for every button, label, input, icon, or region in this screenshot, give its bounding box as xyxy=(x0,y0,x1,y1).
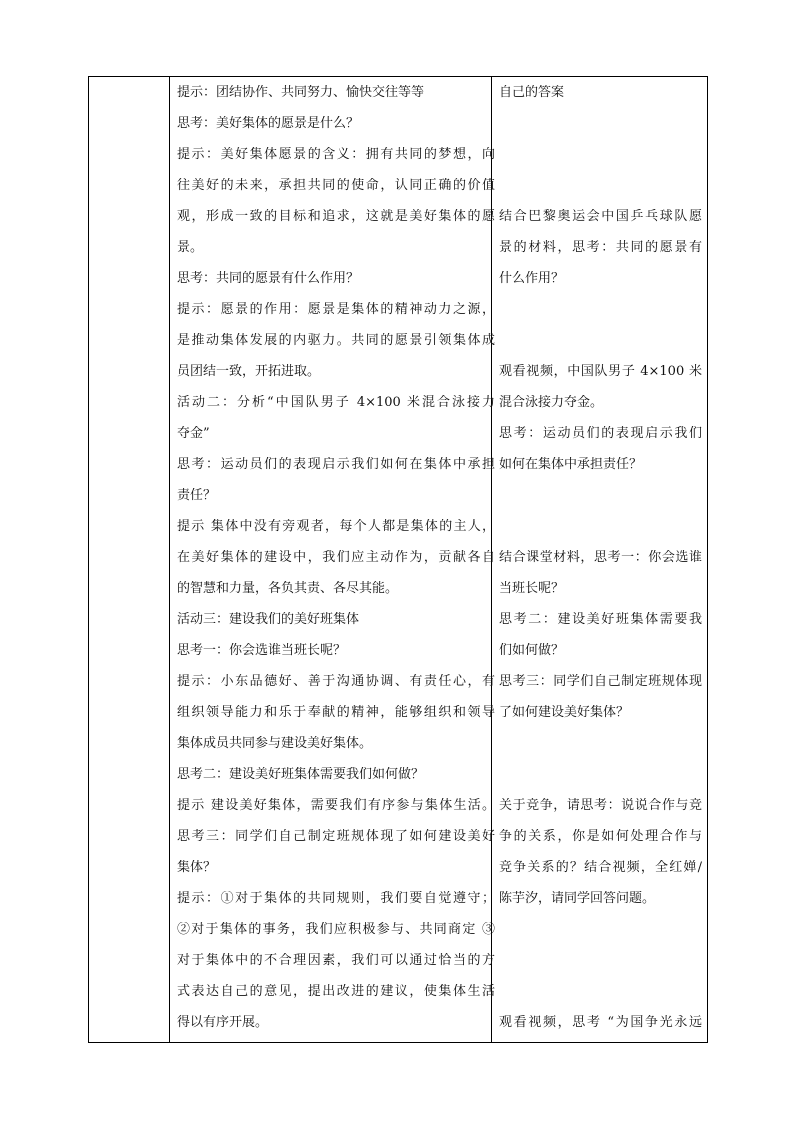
activity-line: 陈芋汐，请同学回答问题。 xyxy=(499,891,656,906)
content-line: 在美好集体的建设中，我们应主动作为，贡献各自 xyxy=(177,550,495,565)
activity-line: 了如何建设美好集体？ xyxy=(499,705,630,720)
activity-line: 混合泳接力夺金。 xyxy=(499,395,604,410)
content-line: 提示：愿景的作用：愿景是集体的精神动力之源， xyxy=(177,302,495,317)
activity-line: 争的关系，你是如何处理合作与 xyxy=(499,829,702,844)
activity-line: 自己的答案 xyxy=(499,85,565,100)
activity-line: 观看视频，中国队男子 4×100 米 xyxy=(499,364,702,379)
content-line: 提示：小东品德好、善于沟通协调、有责任心，有 xyxy=(177,674,495,689)
activity-line: 观看视频，思考 “为国争光永远 xyxy=(499,1015,702,1030)
content-line: 思考二：建设美好班集体需要我们如何做？ xyxy=(177,767,425,782)
activity-line: 竞争关系的？结合视频，全红婵/ xyxy=(499,860,702,875)
activity-line: 们如何做？ xyxy=(499,643,565,658)
content-line: 提示：①对于集体的共同规则，我们要自觉遵守； xyxy=(177,891,495,906)
content-line: 观，形成一致的目标和追求，这就是美好集体的愿 xyxy=(177,209,495,224)
content-line: 夺金” xyxy=(177,426,210,441)
content-line: 思考一：你会选谁当班长呢？ xyxy=(177,643,347,658)
content-line: 的智慧和力量，各负其责、各尽其能。 xyxy=(177,581,399,596)
content-line: ②对于集体的事务，我们应积极参与、共同商定 ③ xyxy=(177,922,495,937)
content-line: 对于集体中的不合理因素，我们可以通过恰当的方 xyxy=(177,953,495,968)
content-line: 活动二：分析“中国队男子 4×100 米混合泳接力 xyxy=(177,395,495,410)
content-line: 提示 建设美好集体，需要我们有序参与集体生活。 xyxy=(177,798,495,813)
activity-line: 结合巴黎奥运会中国乒乓球队愿 xyxy=(499,209,702,224)
content-line: 员团结一致，开拓进取。 xyxy=(177,364,321,379)
content-line: 景。 xyxy=(177,240,204,255)
activity-line: 思考二：建设美好班集体需要我 xyxy=(499,612,702,627)
content-line: 组织领导能力和乐于奉献的精神，能够组织和领导 xyxy=(177,705,495,720)
activity-line: 景的材料，思考：共同的愿景有 xyxy=(499,240,702,255)
content-line: 集体？ xyxy=(177,860,217,875)
activity-line: 结合课堂材料，思考一：你会选谁 xyxy=(499,550,702,565)
content-line: 活动三：建设我们的美好班集体 xyxy=(177,612,360,627)
activity-line: 什么作用？ xyxy=(499,271,565,286)
content-line: 思考：运动员们的表现启示我们如何在集体中承担 xyxy=(177,457,495,472)
content-line: 得以有序开展。 xyxy=(177,1015,269,1030)
content-line: 提示：美好集体愿景的含义：拥有共同的梦想，向 xyxy=(177,147,495,162)
content-line: 集体成员共同参与建设美好集体。 xyxy=(177,736,373,751)
activity-line: 关于竞争，请思考：说说合作与竞 xyxy=(499,798,702,813)
content-line: 往美好的未来，承担共同的使命，认同正确的价值 xyxy=(177,178,495,193)
activity-line: 思考：运动员们的表现启示我们 xyxy=(499,426,702,441)
activity-line: 思考三：同学们自己制定班规体现 xyxy=(499,674,702,689)
activity-line: 当班长呢？ xyxy=(499,581,565,596)
column-divider-1 xyxy=(169,77,170,1042)
content-line: 式表达自己的意见，提出改进的建议，使集体生活 xyxy=(177,984,495,999)
content-line: 责任？ xyxy=(177,488,217,503)
content-line: 提示：团结协作、共同努力、愉快交往等等 xyxy=(177,85,425,100)
content-line: 思考三：同学们自己制定班规体现了如何建设美好 xyxy=(177,829,495,844)
content-line: 思考：美好集体的愿景是什么？ xyxy=(177,116,360,131)
content-line: 思考：共同的愿景有什么作用？ xyxy=(177,271,360,286)
content-line: 是推动集体发展的内驱力。共同的愿景引领集体成 xyxy=(177,333,495,348)
content-line: 提示 集体中没有旁观者，每个人都是集体的主人， xyxy=(177,519,495,534)
activity-line: 如何在集体中承担责任？ xyxy=(499,457,643,472)
lesson-plan-table xyxy=(88,76,708,1043)
